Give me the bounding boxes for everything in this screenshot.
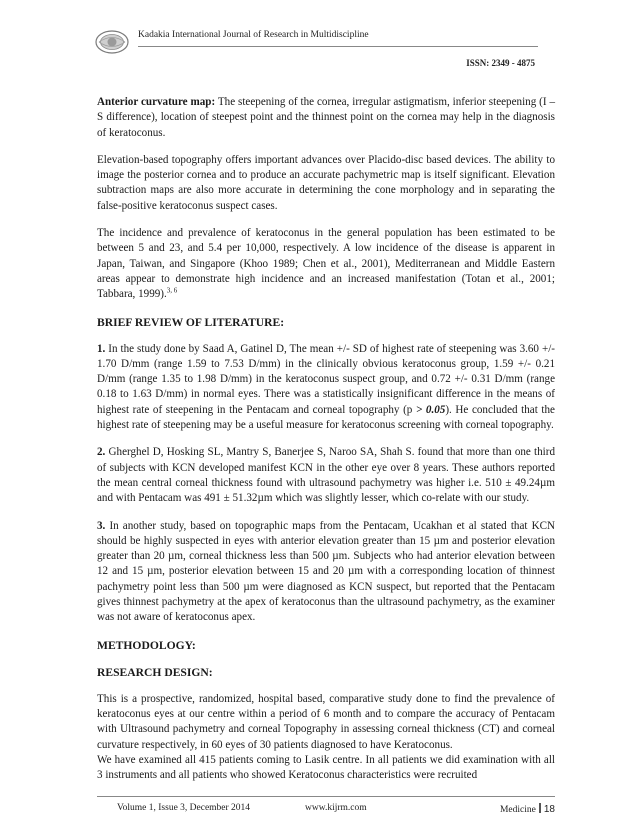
- heading-brief-review: BRIEF REVIEW OF LITERATURE:: [97, 315, 285, 329]
- term-anterior-curvature-map: Anterior curvature map:: [97, 96, 216, 108]
- footer-divider: [97, 796, 555, 797]
- heading-research-design: RESEARCH DESIGN:: [97, 665, 213, 679]
- paragraph-anterior-curvature: Anterior curvature map: The steepening of the cornea, irregular astigmatism, inferior steepening (I – S difference), location of steepest point and the thinnest point on the cornea may help in the diagnosis of keratoconus.: [97, 96, 555, 139]
- article-body: [97, 95, 555, 795]
- review-item-3: 3. In another study, based on topographic maps from the Pentacam, Ucakhan et al stated that KCN should be highly suspected in eyes with anterior elevation greater than 15 µm and posterior elevation greater than 20 µm, corneal thickness less than 500 µm. Subjects who had anterior elevation between 12 and 15 µm, posterior elevation between 15 and 20 µm with a corresponding location of thinnest pachymetry point less than 500 µm were diagnosed as KCN suspect, but reported that the Pentacam gives thinnest pachymetry at the apex of keratoconus than the ultrasound pachymetry, as the examiner was not aware of keratoconus apex.: [97, 519, 555, 624]
- journal-logo-icon: [95, 30, 129, 54]
- footer-volume: Volume 1, Issue 3, December 2014: [117, 803, 251, 813]
- journal-name: Kadakia International Journal of Research in Multidiscipline: [138, 30, 369, 40]
- paragraph-study-design: This is a prospective, randomized, hospital based, comparative study done to find the prevalence of keratoconus eyes at our centre within a period of 6 month and to compare the accuracy of Pentacam with Ultrasound pachymetry and corneal Topography in assessing corneal thickness (CT) and corneal curvature respectively, in 60 eyes of 30 patients diagnosed to have Keratoconus.: [97, 692, 555, 751]
- paragraph-elevation-topography: Elevation-based topography offers important advances over Placido-disc based devices. The ability to image the posterior cornea and to produce an accurate pachymetric map is itself significant. Elevation subtraction maps are also more accurate in determining the cone morphology and in separating the false-positive keratoconus suspect cases.: [97, 153, 555, 212]
- review-item-1: 1. In the study done by Saad A, Gatinel D, The mean +/- SD of highest rate of steepening was 3.60 +/- 1.70 D/mm (range 1.59 to 7.53 D/mm) in the clinically obvious keratoconus group, 1.59 +/- 0.21 D/mm (range 1.35 to 1.98 D/mm) in the keratoconus suspect group, and 0.72 +/- 0.31 D/mm (range 0.18 to 1.63 D/mm) in normal eyes. There was a statistically insignificant difference in the means of highest rate of steepening in the Pentacam and corneal topography (p > 0.05). He concluded that the highest rate of steepening may be a useful measure for keratoconus screening with corneal topography.: [97, 342, 555, 432]
- review-item-2: 2. Gherghel D, Hosking SL, Mantry S, Banerjee S, Naroo SA, Shah S. found that more than one third of subjects with KCN developed manifest KCN in the other eye over 8 years. These authors reported the mean central corneal thickness found with ultrasound pachymetry was higher i.e. 510 ± 49.24µm and with Pentacam was 491 ± 51.32µm which was slightly lesser, which co-relate with our study.: [97, 446, 555, 505]
- footer-website: www.kijrm.com: [305, 803, 367, 813]
- footer-separator: [539, 803, 541, 813]
- issn-label: ISSN: 2349 - 4875: [466, 58, 535, 68]
- footer-section: Medicine: [499, 805, 536, 815]
- header-divider: [138, 46, 538, 47]
- citation-superscript: 3, 6: [166, 286, 178, 295]
- page-header: [0, 0, 638, 80]
- paragraph-incidence: The incidence and prevalence of keratoconus in the general population has been estimated to be between 5 and 23, and 5.4 per 10,000, respectively. A low incidence of the disease is apparent in Japan, Taiwan, and Singapore (Khoo 1989; Chen et al., 2001), Mediterranean and Middle Eastern areas appear to demonstrate high incidence and an increased manifestation (Totan et al., 2001; Tabbara, 1999).$^{3, 6}$: [97, 227, 555, 301]
- page-number: 18: [543, 804, 555, 815]
- paragraph-examination: We have examined all 415 patients coming to Lasik centre. In all patients we did examination with all 3 instruments and all patients who showed Keratoconus characteristics were recruited: [97, 753, 555, 782]
- page-footer: [0, 790, 638, 826]
- heading-methodology: METHODOLOGY:: [97, 638, 196, 652]
- footer-page-info: [500, 803, 555, 815]
